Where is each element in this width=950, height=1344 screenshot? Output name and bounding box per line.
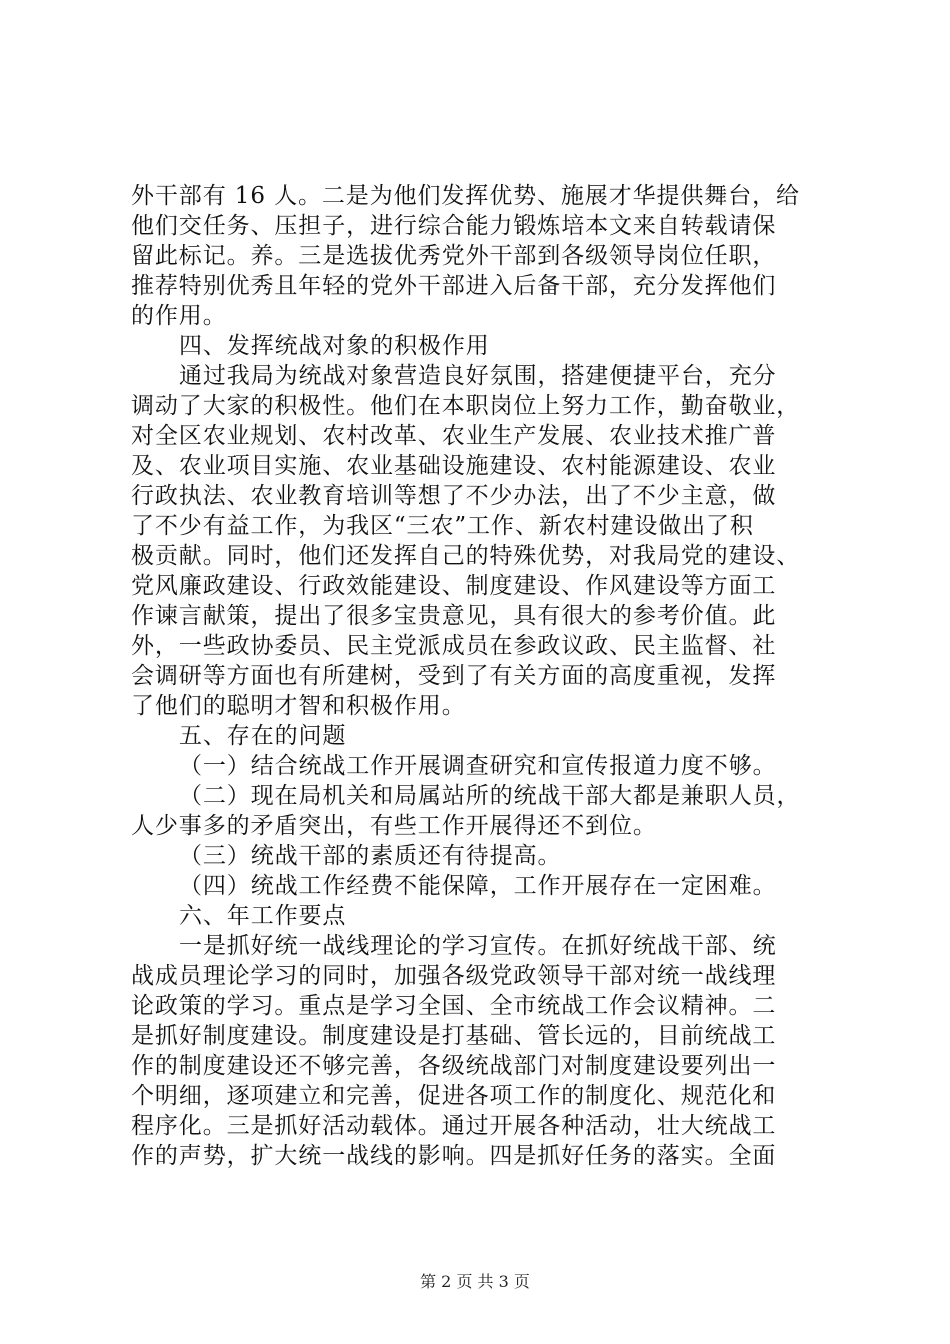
body-text-line: 会调研等方面也有所建树，受到了有关方面的高度重视，发挥 [131,663,777,689]
list-item: （一）结合统战工作开展调查研究和宣传报道力度不够。 [179,753,777,779]
body-text-line: 的作用。 [131,303,227,329]
body-text-line: 外干部有 16 人。二是为他们发挥优势、施展才华提供舞台，给 [131,183,800,209]
body-text-line: 外，一些政协委员、民主党派成员在参政议政、民主监督、社 [131,633,777,659]
body-text-line: 调动了大家的积极性。他们在本职岗位上努力工作，勤奋敬业， [131,393,801,419]
body-text-line: 人少事多的矛盾突出，有些工作开展得还不到位。 [131,813,657,839]
body-text-line: 推荐特别优秀且年轻的党外干部进入后备干部，充分发挥他们 [131,273,777,299]
section-heading-5: 五、存在的问题 [179,723,347,749]
body-text-line: 作的制度建设还不够完善，各级统战部门对制度建设要列出一 [131,1053,777,1079]
body-text-line: 战成员理论学习的同时，加强各级党政领导干部对统一战线理 [131,963,777,989]
body-text-line: 作谏言献策，提出了很多宝贵意见，具有很大的参考价值。此 [131,603,777,629]
body-text-line: 是抓好制度建设。制度建设是打基础、管长远的，目前统战工 [131,1023,777,1049]
list-item: （四）统战工作经费不能保障，工作开展存在一定困难。 [179,873,777,899]
list-item: （二）现在局机关和局属站所的统战干部大都是兼职人员， [179,783,801,809]
body-text-line: 论政策的学习。重点是学习全国、全市统战工作会议精神。二 [131,993,777,1019]
body-text-line: 了不少有益工作，为我区“三农”工作、新农村建设做出了积 [131,513,754,539]
body-text-line: 通过我局为统战对象营造良好氛围，搭建便捷平台，充分 [179,363,777,389]
body-text-line: 一是抓好统一战线理论的学习宣传。在抓好统战干部、统 [179,933,777,959]
body-text-line: 他们交任务、压担子，进行综合能力锻炼培本文来自转载请保 [131,213,777,239]
list-item: （三）统战干部的素质还有待提高。 [179,843,562,869]
body-text-line: 行政执法、农业教育培训等想了不少办法，出了不少主意，做 [131,483,777,509]
body-text-line: 程序化。三是抓好活动载体。通过开展各种活动，壮大统战工 [131,1113,777,1139]
body-text-line: 作的声势，扩大统一战线的影响。四是抓好任务的落实。全面 [131,1143,777,1169]
page-number-footer: 第 2 页 共 3 页 [420,1272,530,1291]
body-text-line: 了他们的聪明才智和积极作用。 [131,693,466,719]
body-text-line: 留此标记。养。三是选拔优秀党外干部到各级领导岗位任职， [131,243,777,269]
body-text-line: 个明细，逐项建立和完善，促进各项工作的制度化、规范化和 [131,1083,777,1109]
body-text-line: 对全区农业规划、农村改革、农业生产发展、农业技术推广普 [131,423,777,449]
body-text-line: 极贡献。同时，他们还发挥自己的特殊优势，对我局党的建设、 [131,543,801,569]
body-text-line: 党风廉政建设、行政效能建设、制度建设、作风建设等方面工 [131,573,777,599]
section-heading-4: 四、发挥统战对象的积极作用 [179,333,490,359]
section-heading-6: 六、年工作要点 [179,903,347,929]
body-text-line: 及、农业项目实施、农业基础设施建设、农村能源建设、农业 [131,453,777,479]
